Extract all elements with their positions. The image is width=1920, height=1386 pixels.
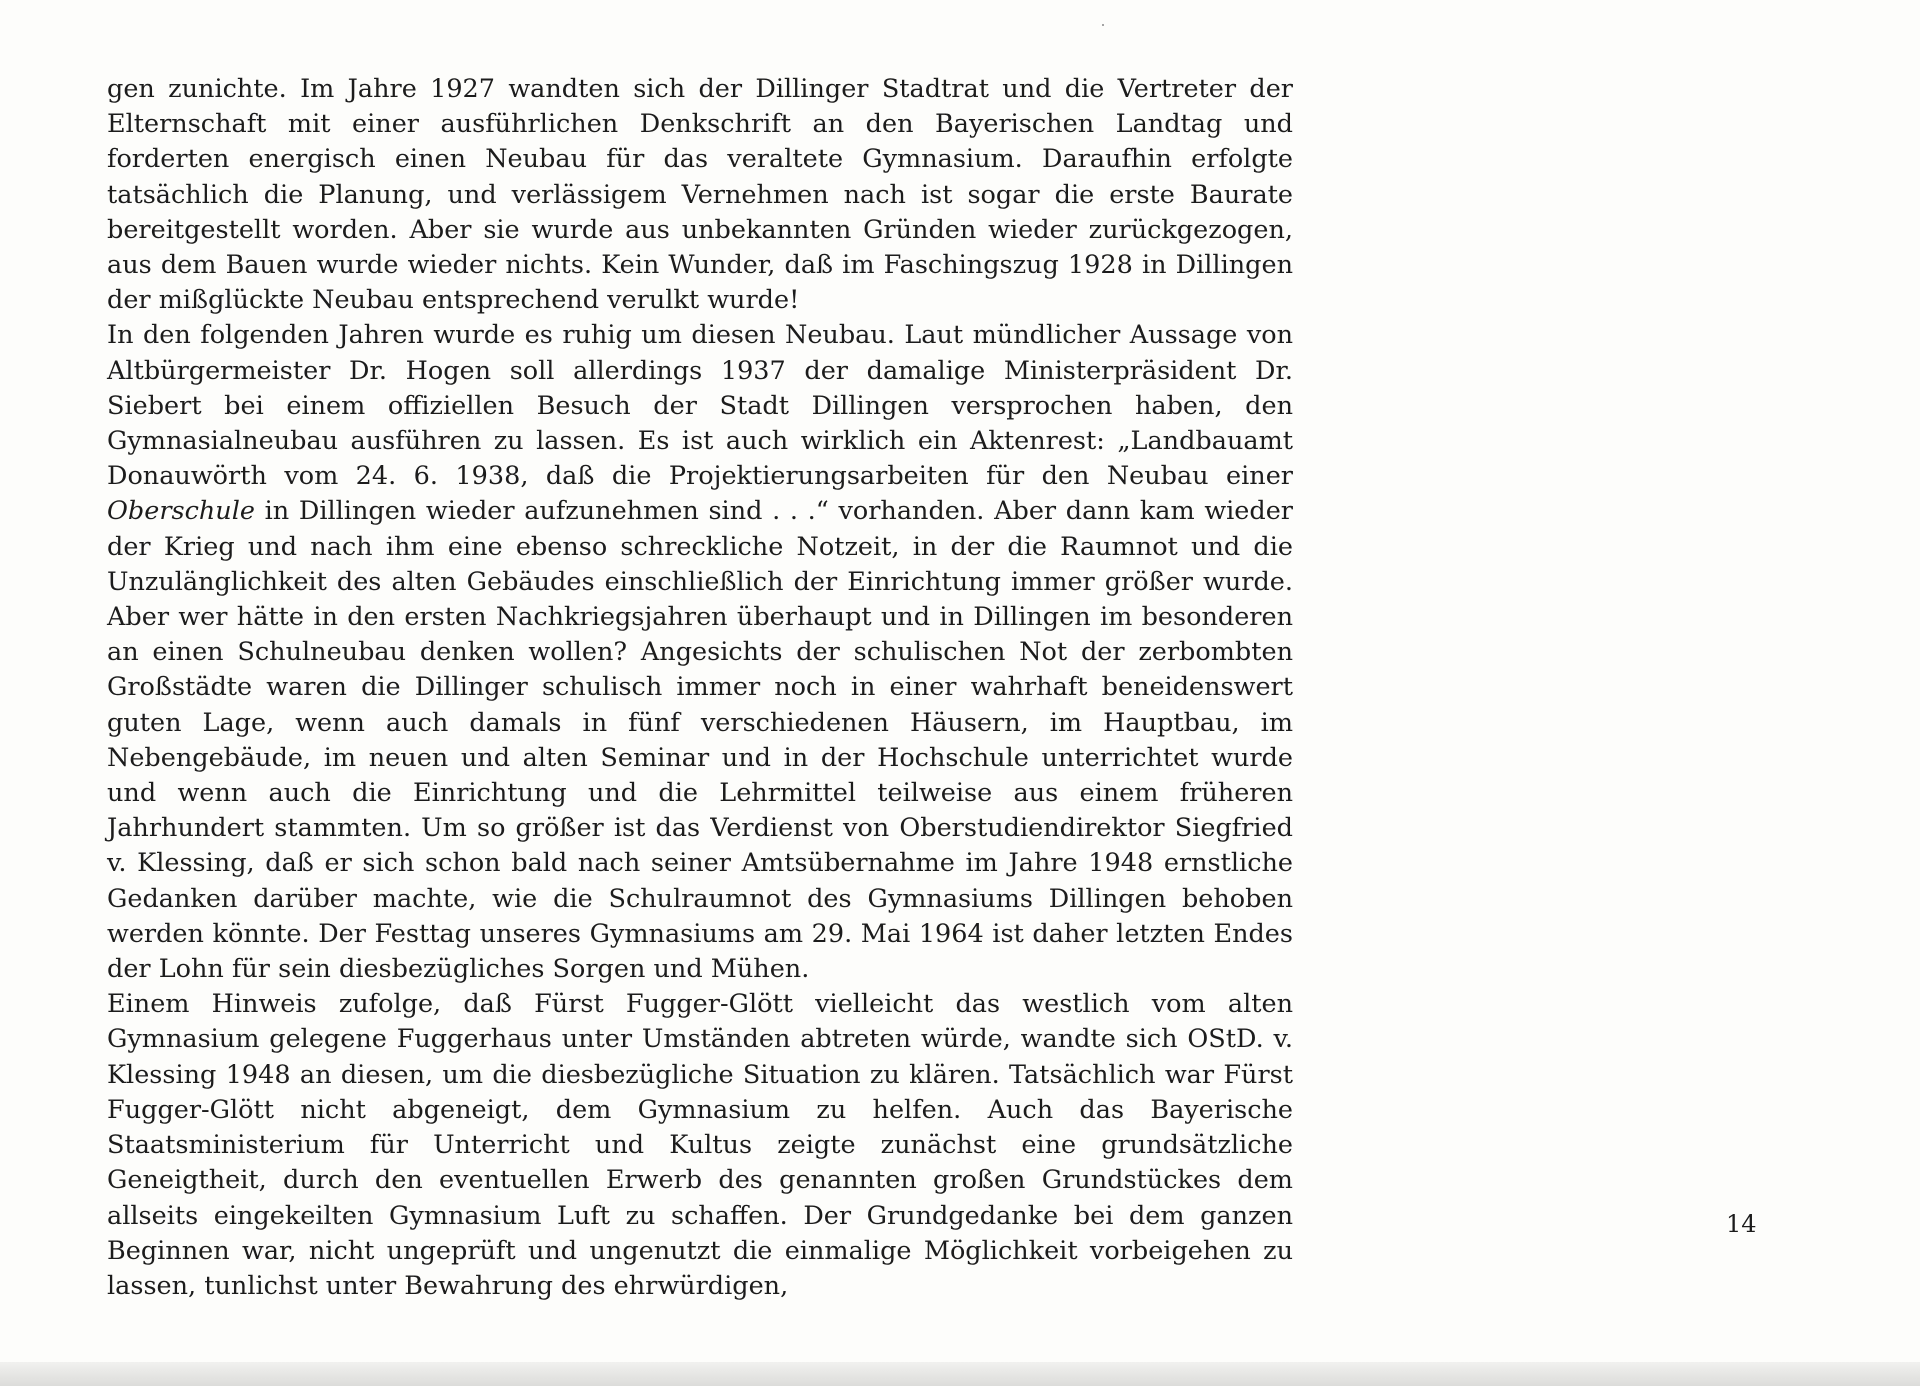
paragraph-3-text: Einem Hinweis zufolge, daß Fürst Fugger-Glött vielleicht das westlich vom alten Gymnasium gelegene Fuggerhaus unter Umständen abtreten würde, wandte sich OStD. v. Klessing 1948 an diesen, um die diesbezügliche Situation zu klären. Tatsächlich war Fürst Fugger-Glött nicht abgeneigt, dem Gymnasium zu helfen. Auch das Bayerische Staatsministerium für Unterricht und Kultus zeigte zunächst eine grundsätzliche Geneigtheit, durch den eventuellen Erwerb des genannten großen Grundstückes dem allseits eingekeilten Gymnasium Luft zu schaffen. Der Grundgedanke bei dem ganzen Beginnen war, nicht ungeprüft und ungenutzt die einmalige Möglichkeit vorbeigehen zu lassen, tunlichst unter Bewahrung des ehrwürdigen, xyxy=(107,989,1293,1301)
body-text xyxy=(107,72,1293,1304)
page-number: 14 xyxy=(1726,1210,1757,1238)
page-bottom-edge xyxy=(0,1362,1920,1386)
paragraph-1-text: gen zunichte. Im Jahre 1927 wandten sich der Dillinger Stadtrat und die Vertreter der Elternschaft mit einer ausführlichen Denkschrift an den Bayerischen Landtag und forderten energisch einen Neubau für das veraltete Gymnasium. Daraufhin erfolgte tatsächlich die Planung, und verlässigem Vernehmen nach ist sogar die erste Baurate bereitgestellt worden. Aber sie wurde aus unbekannten Gründen wieder zurückgezogen, aus dem Bauen wurde wieder nichts. Kein Wunder, daß im Faschingszug 1928 in Dillingen der mißglückte Neubau entsprechend verulkt wurde! xyxy=(107,74,1293,316)
paragraph-1 xyxy=(107,72,1293,318)
paragraph-3 xyxy=(107,987,1293,1304)
italic-term-oberschule: Oberschule xyxy=(107,496,255,527)
paragraph-2-text-end: in Dillingen wieder aufzunehmen sind . . .“ vorhanden. Aber dann kam wieder der Krieg und nach ihm eine ebenso schreckliche Notzeit, in der die Raumnot und die Unzulänglichkeit des alten Gebäudes einschließlich der Einrichtung immer größer wurde. Aber wer hätte in den ersten Nachkriegsjahren überhaupt und in Dillingen im besonderen an einen Schulneubau denken wollen? Angesichts der schulischen Not der zerbombten Großstädte waren die Dillinger schulisch immer noch in einer wahrhaft beneidenswert guten Lage, wenn auch damals in fünf verschiedenen Häusern, im Hauptbau, im Nebengebäude, im neuen und alten Seminar und in der Hochschule unterrichtet wurde und wenn auch die Einrichtung und die Lehrmittel teilweise aus einem früheren Jahrhundert stammten. Um so größer ist das Verdienst von Oberstudiendirektor Siegfried v. Klessing, daß er sich schon bald nach seiner Amtsübernahme im Jahre 1948 ernstliche Gedanken darüber machte, wie die Schulraumnot des Gymnasiums Dillingen behoben werden könnte. Der Festtag unseres Gymnasiums am 29. Mai 1964 ist daher letzten Endes der Lohn für sein diesbezügliches Sorgen und Mühen. xyxy=(107,496,1293,985)
paper-speck xyxy=(1102,24,1104,26)
paragraph-2 xyxy=(107,318,1293,987)
paragraph-2-text-start: In den folgenden Jahren wurde es ruhig um diesen Neubau. Laut mündlicher Aussage von Altbürgermeister Dr. Hogen soll allerdings 1937 der damalige Ministerpräsident Dr. Siebert bei einem offiziellen Besuch der Stadt Dillingen versprochen haben, den Gymnasialneubau ausführen zu lassen. Es ist auch wirklich ein Aktenrest: „Landbauamt Donauwörth vom 24. 6. 1938, daß die Projektierungsarbeiten für den Neubau einer xyxy=(107,320,1293,492)
